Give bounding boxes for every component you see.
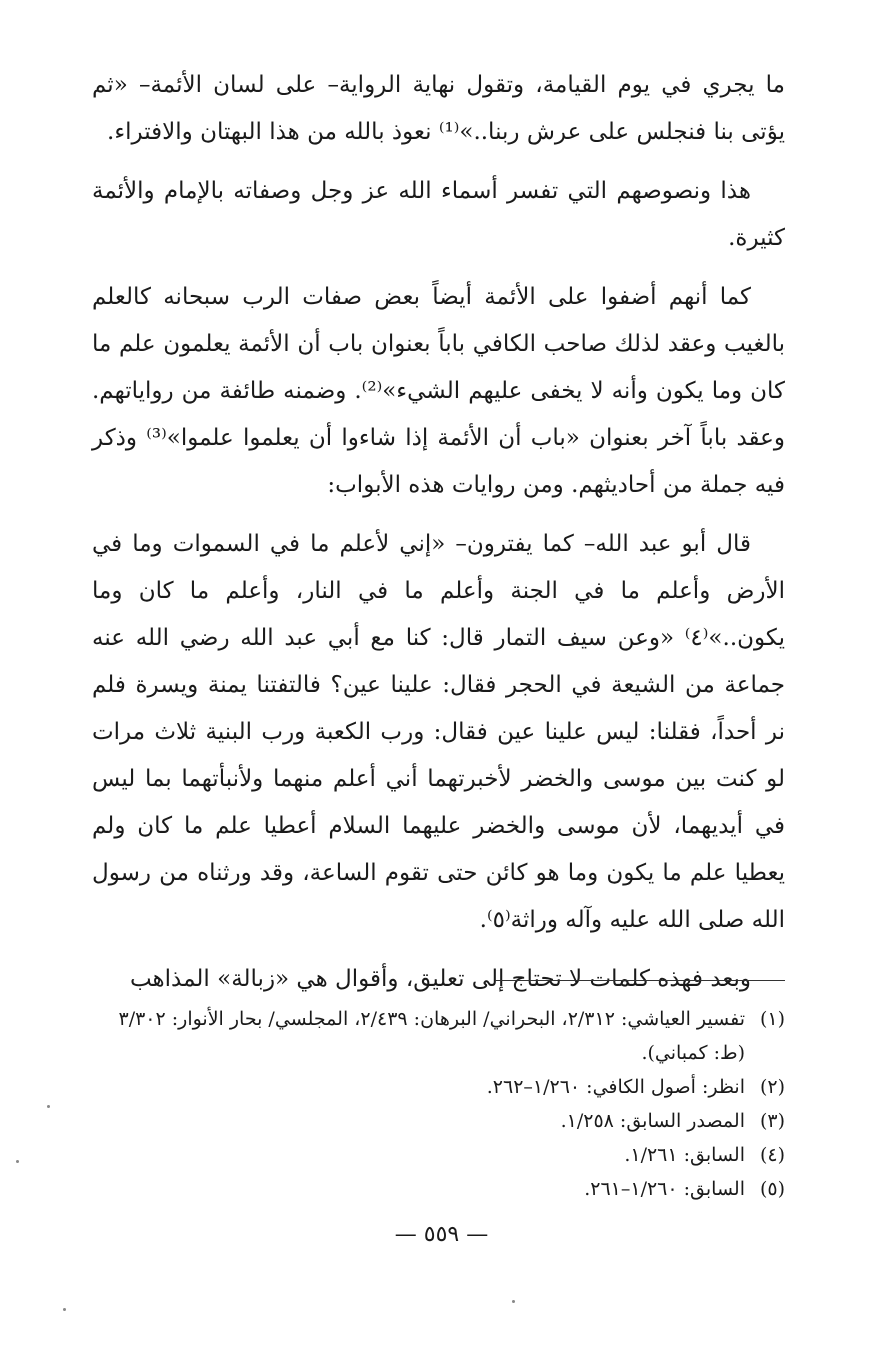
footnote-text: المصدر السابق: ١/٢٥٨. (560, 1110, 745, 1132)
page-number: — ٥٥٩ — (394, 1222, 489, 1247)
paragraph-4: قال أبو عبد الله– كما يفترون– «إني لأعلم ما في السموات وما في الأرض وأعلم ما في الجنة وأعلم ما في النار، وأعلم ما كان وما يكون..»⁽٤⁾ «وعن سيف التمار قال: كنا مع أبي عبد الله رضي الله عنه جماعة من الشيعة في الحجر فقال: علينا عين؟ فالتفتنا يمنة ويسرة فلم نر أحداً، فقلنا: ليس علينا عين فقال: ورب الكعبة ورب البنية ثلاث مرات لو كنت بين موسى والخضر لأخبرتهما أني أعلم منهما ولأنبأتهما بما ليس في أيديهما، لأن موسى والخضر عليهما السلام أعطيا علم ما كان ولم يعطيا علم ما يكون وما هو كائن حتى تقوم الساعة، وقد ورثناه من رسول الله صلى الله عليه وآله وراثة⁽٥⁾. (92, 531, 785, 933)
footnote-4 (92, 1138, 785, 1172)
paragraph-3: كما أنهم أضفوا على الأئمة أيضاً بعض صفات الرب سبحانه كالعلم بالغيب وعقد لذلك صاحب الكافي باباً بعنوان باب أن الأئمة يعلمون علم ما كان وما يكون وأنه لا يخفى عليهم الشيء»⁽²⁾. وضمنه طائفة من رواياتهم. وعقد باباً آخر بعنوان «باب أن الأئمة إذا شاءوا أن يعلموا علموا»⁽³⁾ وذكر فيه جملة من أحاديثهم. ومن روايات هذه الأبواب: (92, 284, 785, 498)
footnote-5 (92, 1172, 785, 1206)
footnote-3 (92, 1104, 785, 1138)
footnote-text: السابق: ١/٢٦١. (624, 1144, 745, 1166)
footnote-number: (٤) (759, 1144, 785, 1166)
scan-speck (16, 1160, 19, 1163)
paragraph-5: وبعد فهذه كلمات لا تحتاج إلى تعليق، وأقوال هي «زبالة» المذاهب (129, 966, 751, 992)
paragraph-2: هذا ونصوصهم التي تفسر أسماء الله عز وجل وصفاته بالإمام والأئمة كثيرة. (92, 178, 785, 251)
footnote-2 (92, 1070, 785, 1104)
footnote-text: انظر: أصول الكافي: ١/٢٦٠–٢٦٢. (486, 1076, 745, 1098)
paragraph-1: ما يجري في يوم القيامة، وتقول نهاية الرواية– على لسان الأئمة– «ثم يؤتى بنا فنجلس على عرش ربنا..»⁽¹⁾ نعوذ بالله من هذا البهتان والافتراء. (92, 72, 785, 145)
footnote-number: (٥) (759, 1178, 785, 1200)
page-body (92, 62, 785, 1200)
footnotes (92, 1002, 785, 1206)
footnote-separator (495, 980, 785, 981)
footnote-number: (٢) (759, 1076, 785, 1098)
footnote-number: (٣) (759, 1110, 785, 1132)
footnote-text: السابق: ١/٢٦٠–٢٦١. (584, 1178, 745, 1200)
scan-speck (47, 1105, 50, 1108)
footnote-number: (١) (759, 1008, 785, 1030)
footnote-1 (92, 1002, 785, 1070)
footnote-text: تفسير العياشي: ٢/٣١٢، البحراني/ البرهان: ٢/٤٣٩، المجلسي/ بحار الأنوار: ٣/٣٠٢ (ط: كمباني). (118, 1008, 745, 1064)
scan-speck (63, 1308, 66, 1311)
scan-speck (512, 1300, 515, 1303)
